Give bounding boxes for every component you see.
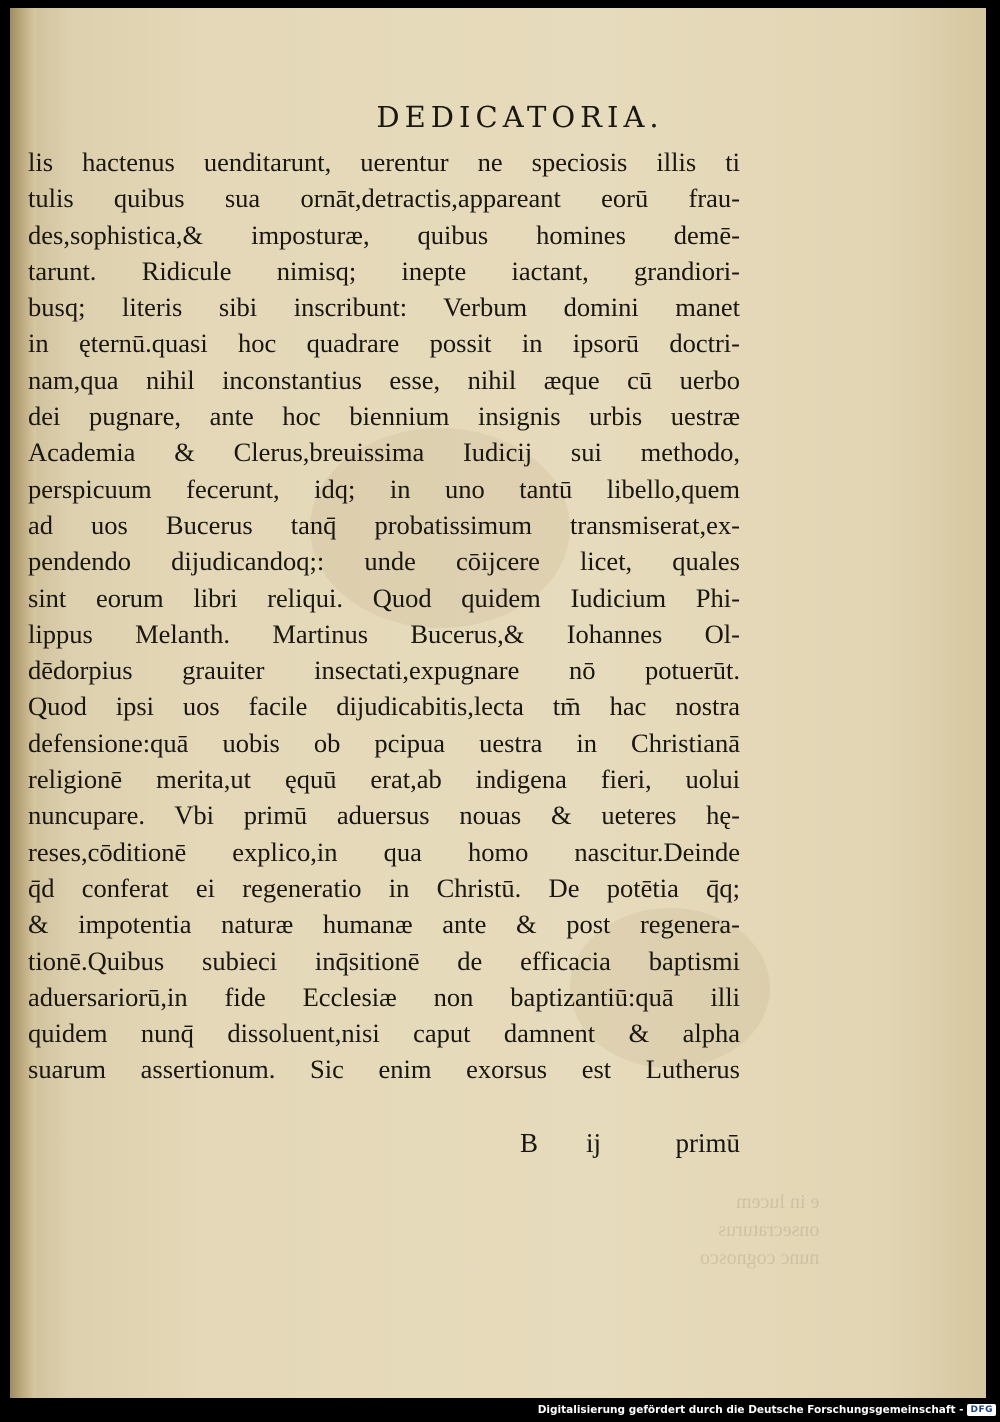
- text-line: suarum assertionum. Sic enim exorsus est Lutherus: [28, 1054, 740, 1085]
- text-line: nam,qua nihil inconstantius esse, nihil æque cū uerbo: [28, 364, 740, 395]
- text-line: tarunt. Ridicule nimisq; inepte iactant, grandiori-: [28, 255, 740, 286]
- text-line: des,sophistica,& imposturæ, quibus homines demē-: [28, 219, 740, 250]
- text-line: aduersariorū,in fide Ecclesiæ non baptizantiū:quā illi: [28, 981, 740, 1012]
- text-line: pendendo dijudicandoq;: unde cōijcere licet, quales: [28, 546, 740, 577]
- text-line: tionē.Quibus subieci inq̄sitionē de efficacia baptismi: [28, 945, 740, 976]
- text-line: Academia & Clerus,breuissima Iudicij sui methodo,: [28, 437, 740, 468]
- text-line: & impotentia naturæ humanæ ante & post regenera-: [28, 909, 740, 940]
- text-line: lippus Melanth. Martinus Bucerus,& Iohannes Ol-: [28, 618, 740, 649]
- show-through-text: e in lucem onsecraturus nunc cognosco: [700, 1191, 820, 1269]
- signature-mark: B: [520, 1128, 539, 1158]
- text-line: nuncupare. Vbi primū aduersus nouas & ueteres hę-: [28, 800, 740, 831]
- credit-text: Digitalisierung gefördert durch die Deutsche Forschungsgemeinschaft -: [537, 1404, 964, 1416]
- catchword: primū: [675, 1128, 740, 1158]
- text-line: busq; literis sibi inscribunt: Verbum domini manet: [28, 292, 740, 323]
- text-line: in ęternū.quasi hoc quadrare possit in ipsorū doctri-: [28, 328, 740, 359]
- running-head: DEDICATORIA.: [376, 100, 664, 134]
- text-line: ad uos Bucerus tanq̄ probatissimum transmiserat,ex-: [28, 509, 740, 540]
- text-line: tulis quibus sua ornāt,detractis,appareant eorū frau-: [28, 183, 740, 214]
- text-line: dei pugnare, ante hoc biennium insignis urbis uestræ: [28, 401, 740, 432]
- text-line: sint eorum libri reliqui. Quod quidem Iudicium Phi-: [28, 582, 740, 613]
- text-line: Quod ipsi uos facile dijudicabitis,lecta tm̄ hac nostra: [28, 691, 740, 722]
- digitization-credit: [538, 1400, 996, 1420]
- text-line: quidem nunq̄ dissoluent,nisi caput damnent & alpha: [28, 1018, 740, 1049]
- text-line: lis hactenus uenditarunt, uerentur ne speciosis illis ti: [28, 147, 740, 177]
- text-line: defensione:quā uobis ob pcipua uestra in Christianā: [28, 727, 740, 758]
- text-line: q̄d conferat ei regeneratio in Christū. De potētia q̄q;: [28, 872, 740, 903]
- text-line: dēdorpius grauiter insectati,expugnare nō potuerūt.: [28, 655, 740, 686]
- text-line: reses,cōditionē explico,in qua homo nascitur.Deinde: [28, 836, 740, 867]
- dfg-logo-icon: DFG: [967, 1404, 996, 1416]
- text-line: perspicuum fecerunt, idq; in uno tantū libello,quem: [28, 473, 740, 504]
- body-text: [28, 144, 740, 1088]
- folio-number: ij: [586, 1128, 602, 1158]
- page-footer-line: [520, 1128, 740, 1164]
- text-line: religionē merita,ut ęquū erat,ab indigena fieri, uolui: [28, 764, 740, 795]
